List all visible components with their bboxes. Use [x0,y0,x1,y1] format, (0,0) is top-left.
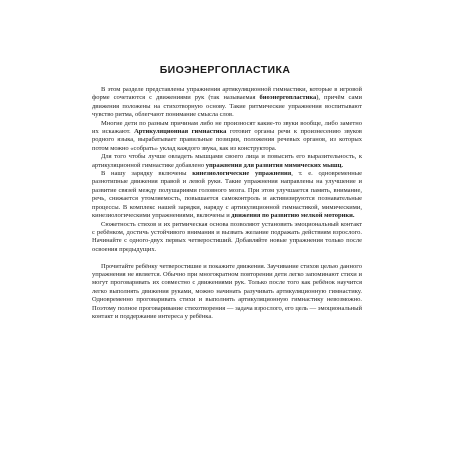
text-run: Для того чтобы лучше овладеть мышцами своего лица и повысить его выразительность, к артикуляционной гимнастике добавлено [92,153,362,169]
bold-term: упражнения для развития мимических мышц. [205,161,344,169]
text-run: готовит органы речи к произнесению звуков родного языка, вырабатывает правильные позиции, положения речевых органов, из которых потом можно «собрать» уклад каждого звука, как из конструктора. [92,128,362,152]
page-body [92,86,362,321]
text-run: В этом разделе представлены упражнения артикуляционной гимнастики, которые в игровой форме сочетаются с движениями рук (так называемая [92,86,362,102]
paragraph-6 [92,263,362,322]
paragraph-4 [92,170,362,220]
paragraph-1 [92,86,362,120]
text-run: В нашу зарядку включены [101,170,193,178]
text-run: , т. е. одновременные разнотипные движения правой и левой руки. Такие упражнения направлены на улучшение и развитие связей между полушариями головного мозга. При этом улучшается память, внимание, речь, снижается утомляемость, повышается самоконтроль и активизируются познавательные процессы. В комплекс нашей зарядки, наряду с артикуляционной гимнастикой, мимическими, кинезиологическими упражнениями, включены и [92,170,362,220]
paragraph-5 [92,221,362,255]
page-title: БИОЭНЕРГОПЛАСТИКА [159,64,291,76]
paragraph-3 [92,153,362,170]
bold-term: движения по развитию мелкой моторики. [231,212,355,220]
text-run: Многие дети по разным причинам либо не произносят какие-то звуки вообще, либо заметно их искажают. [92,119,362,136]
text-run: Прочитайте ребёнку четверостишие и покажите движения. Заучивание стихов целью данного упражнения не является. Обычно при многократном повторении дети легко запоминают стихи и могут проговаривать их совместно с движениями рук. Только после того как ребёнок научится легко выполнять движения руками, можно начинать разучивать артикуляционную гимнастику. Одновременно проговаривать стихи и выполнять артикуляционную гимнастику невозможно. Поэтому полное проговаривание стихотворения — задача взрослого, его цель — эмоциональный контакт и поддержание интереса у ребёнка. [92,262,362,320]
text-run: ), причём сами движения положены на стихотворную основу. Такие ритмические упражнения воспитывают чувство ритма, облегчают понимание смысла слов. [92,94,362,119]
text-run: Сюжетность стихов и их ритмическая основа позволяют установить эмоциональный контакт с ребёнком, достичь устойчивого внимания и вызвать желание подражать действиям взрослого. Начинайте с одного-двух первых четверостиший. Добавляйте новые упражнения только после освоения предыдущих. [92,220,362,253]
paragraph-2 [92,120,362,154]
bold-term: кинезиологические упражнения [192,170,292,178]
bold-term: Артикуляционная гимнастика [134,128,227,136]
bold-term: биоэнергопластика [259,94,317,102]
